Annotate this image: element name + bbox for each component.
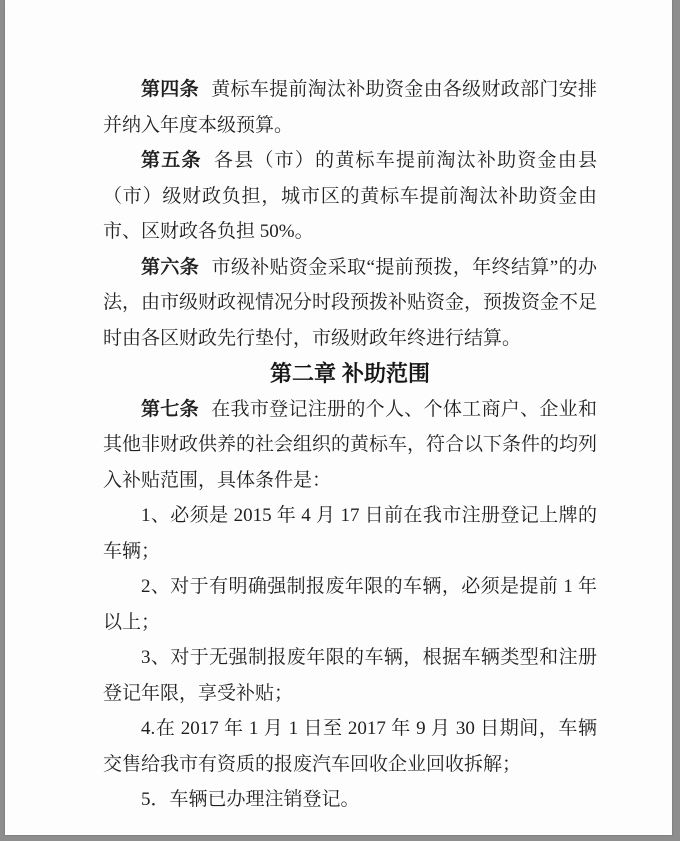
article-6-text: 市级补贴资金采取“提前预拨，年终结算”的办法，由市级财政视情况分时段预拨补贴资金，预拨资金不足时由各区财政先行垫付，市级财政年终进行结算。 [103,256,598,349]
article-4-paragraph [103,72,597,143]
article-4-label: 第四条 [141,79,199,100]
article-6-paragraph [103,250,597,357]
article-5-label: 第五条 [141,150,202,171]
document-content [103,0,597,818]
condition-item-1: 1、必须是 2015 年 4 月 17 日前在我市注册登记上牌的车辆； [103,505,597,562]
chapter-heading: 第二章 补助范围 [269,361,431,386]
condition-item-4: 4.在 2017 年 1 月 1 日至 2017 年 9 月 30 日期间，车辆交售给我市有资质的报废汽车回收企业回收拆解； [103,718,597,775]
article-5-text: 各县（市）的黄标车提前淘汰补助资金由县（市）级财政负担，城市区的黄标车提前淘汰补助资金由市、区财政各负担 50%。 [103,150,597,242]
condition-item-2: 2、对于有明确强制报废年限的车辆，必须是提前 1 年以上； [103,576,597,633]
condition-item-3: 3、对于无强制报废年限的车辆，根据车辆类型和注册登记年限，享受补贴； [103,647,597,704]
article-4-text: 黄标车提前淘汰补助资金由各级财政部门安排并纳入年度本级预算。 [103,79,597,136]
condition-item-5: 5．车辆已办理注销登记。 [141,789,360,810]
document-page [5,0,672,835]
article-5-paragraph [103,143,597,250]
article-6-label: 第六条 [141,256,200,278]
article-7-label: 第七条 [141,398,199,420]
article-7-paragraph [103,392,597,499]
article-7-text: 在我市登记注册的个人、个体工商户、企业和其他非财政供养的社会组织的黄标车，符合以下条件的均列入补贴范围，具体条件是： [103,398,598,491]
